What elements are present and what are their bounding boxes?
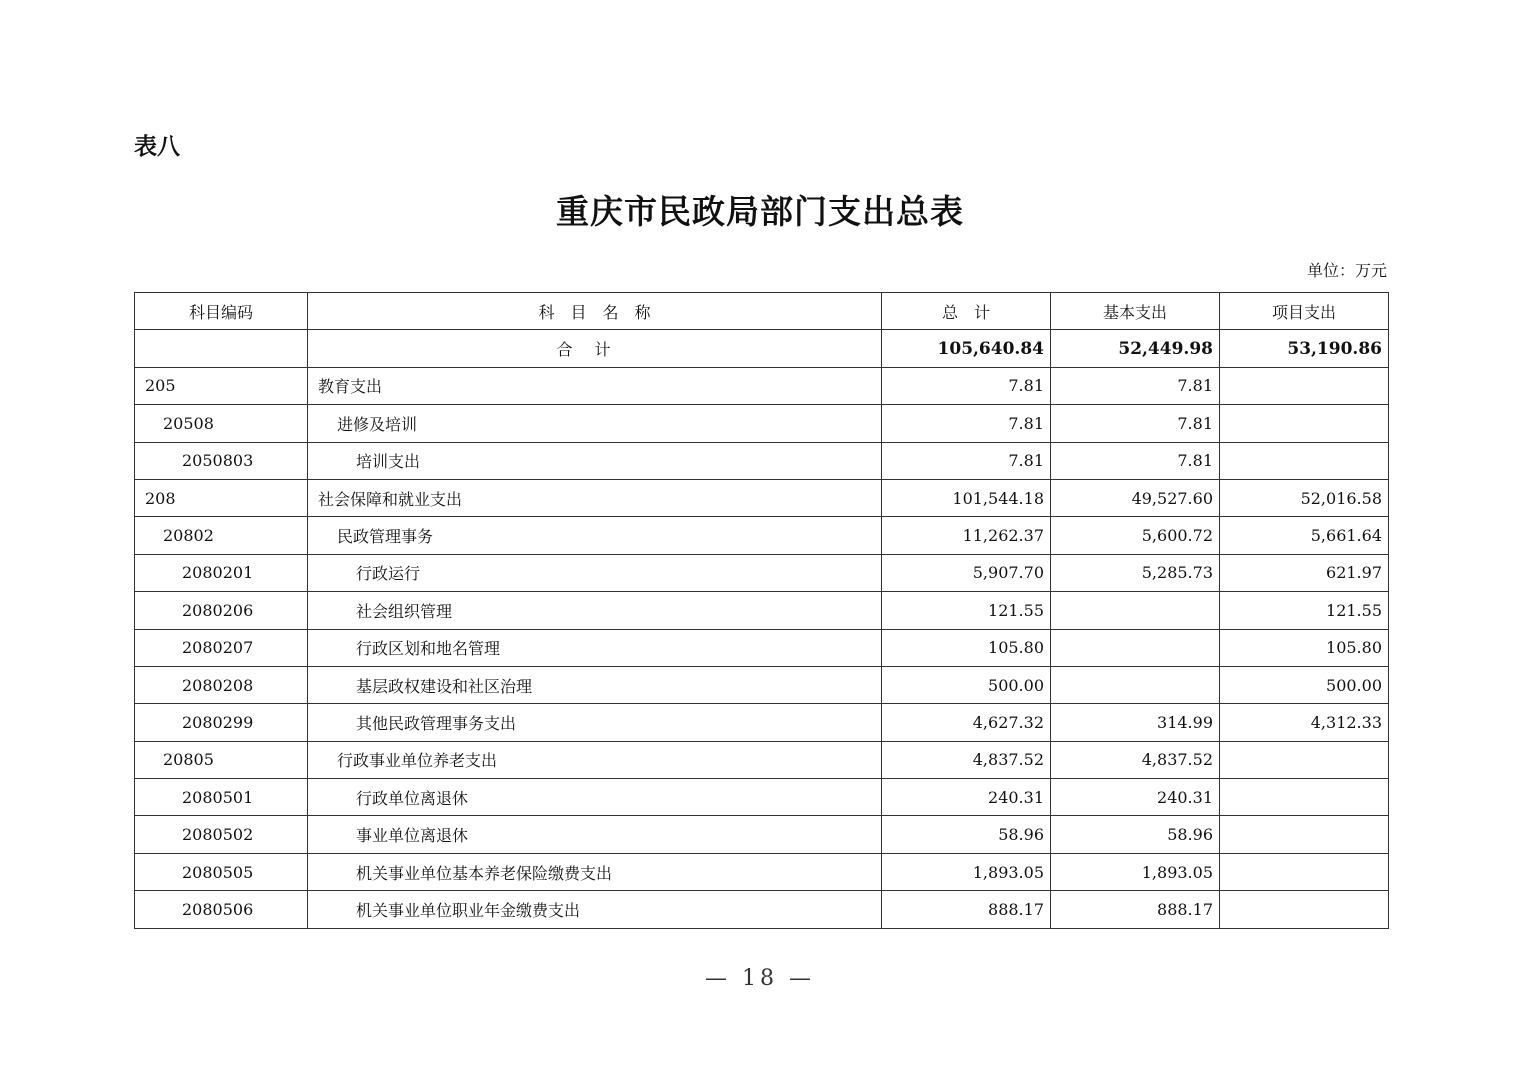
table-row <box>135 779 1389 816</box>
total-name-cell: 合计 <box>308 330 882 367</box>
table-row <box>135 816 1389 853</box>
name-cell: 行政区划和地名管理 <box>308 629 882 666</box>
code-cell: 2080207 <box>135 629 308 666</box>
table-row <box>135 554 1389 591</box>
project-cell: 5,661.64 <box>1220 517 1389 554</box>
name-cell: 基层政权建设和社区治理 <box>308 666 882 703</box>
total-cell: 4,627.32 <box>882 704 1051 741</box>
name-cell: 进修及培训 <box>308 405 882 442</box>
project-cell: 121.55 <box>1220 592 1389 629</box>
table-row <box>135 592 1389 629</box>
name-cell: 社会保障和就业支出 <box>308 479 882 516</box>
total-cell: 888.17 <box>882 891 1051 928</box>
project-cell: 52,016.58 <box>1220 479 1389 516</box>
table-row <box>135 629 1389 666</box>
total-cell: 58.96 <box>882 816 1051 853</box>
basic-cell: 888.17 <box>1051 891 1220 928</box>
total-total-cell: 105,640.84 <box>882 330 1051 367</box>
page-number: — 18 — <box>705 966 815 991</box>
header-name: 科 目 名 称 <box>308 293 882 330</box>
project-cell: 4,312.33 <box>1220 704 1389 741</box>
basic-cell: 7.81 <box>1051 405 1220 442</box>
header-project: 项目支出 <box>1220 293 1389 330</box>
basic-cell <box>1051 629 1220 666</box>
header-total: 总 计 <box>882 293 1051 330</box>
total-code-cell <box>135 330 308 367</box>
basic-cell: 4,837.52 <box>1051 741 1220 778</box>
basic-cell: 58.96 <box>1051 816 1220 853</box>
header-code: 科目编码 <box>135 293 308 330</box>
table-label: 表八 <box>134 134 180 160</box>
name-cell: 社会组织管理 <box>308 592 882 629</box>
total-cell: 7.81 <box>882 442 1051 479</box>
header-row <box>135 293 1389 330</box>
total-cell: 7.81 <box>882 367 1051 404</box>
table-row <box>135 704 1389 741</box>
name-cell: 行政单位离退休 <box>308 779 882 816</box>
basic-cell: 7.81 <box>1051 367 1220 404</box>
name-cell: 机关事业单位基本养老保险缴费支出 <box>308 853 882 890</box>
table-row <box>135 367 1389 404</box>
project-cell <box>1220 442 1389 479</box>
code-cell: 2080502 <box>135 816 308 853</box>
name-cell: 机关事业单位职业年金缴费支出 <box>308 891 882 928</box>
table-row <box>135 442 1389 479</box>
total-project-cell: 53,190.86 <box>1220 330 1389 367</box>
name-cell: 其他民政管理事务支出 <box>308 704 882 741</box>
total-cell: 1,893.05 <box>882 853 1051 890</box>
code-cell: 20508 <box>135 405 308 442</box>
page-title: 重庆市民政局部门支出总表 <box>556 192 964 231</box>
basic-cell: 5,285.73 <box>1051 554 1220 591</box>
code-cell: 2050803 <box>135 442 308 479</box>
name-cell: 行政事业单位养老支出 <box>308 741 882 778</box>
basic-cell: 314.99 <box>1051 704 1220 741</box>
code-cell: 2080201 <box>135 554 308 591</box>
code-cell: 2080505 <box>135 853 308 890</box>
total-cell: 101,544.18 <box>882 479 1051 516</box>
name-cell: 培训支出 <box>308 442 882 479</box>
project-cell <box>1220 816 1389 853</box>
project-cell <box>1220 367 1389 404</box>
total-cell: 5,907.70 <box>882 554 1051 591</box>
table-row <box>135 405 1389 442</box>
project-cell: 500.00 <box>1220 666 1389 703</box>
total-row <box>135 330 1389 367</box>
code-cell: 2080206 <box>135 592 308 629</box>
code-cell: 20805 <box>135 741 308 778</box>
unit-label: 单位：万元 <box>1306 261 1387 280</box>
project-cell <box>1220 853 1389 890</box>
total-cell: 7.81 <box>882 405 1051 442</box>
total-cell: 240.31 <box>882 779 1051 816</box>
basic-cell: 7.81 <box>1051 442 1220 479</box>
table-row <box>135 517 1389 554</box>
code-cell: 2080501 <box>135 779 308 816</box>
basic-cell: 1,893.05 <box>1051 853 1220 890</box>
code-cell: 205 <box>135 367 308 404</box>
code-cell: 2080506 <box>135 891 308 928</box>
table-row <box>135 666 1389 703</box>
name-cell: 事业单位离退休 <box>308 816 882 853</box>
header-basic: 基本支出 <box>1051 293 1220 330</box>
total-cell: 4,837.52 <box>882 741 1051 778</box>
total-cell: 105.80 <box>882 629 1051 666</box>
basic-cell: 49,527.60 <box>1051 479 1220 516</box>
table-row <box>135 479 1389 516</box>
project-cell <box>1220 405 1389 442</box>
total-cell: 121.55 <box>882 592 1051 629</box>
project-cell <box>1220 891 1389 928</box>
basic-cell <box>1051 592 1220 629</box>
total-cell: 11,262.37 <box>882 517 1051 554</box>
code-cell: 20802 <box>135 517 308 554</box>
project-cell: 621.97 <box>1220 554 1389 591</box>
code-cell: 208 <box>135 479 308 516</box>
name-cell: 行政运行 <box>308 554 882 591</box>
name-cell: 民政管理事务 <box>308 517 882 554</box>
expense-table <box>134 292 1389 929</box>
code-cell: 2080208 <box>135 666 308 703</box>
table-row <box>135 741 1389 778</box>
basic-cell: 5,600.72 <box>1051 517 1220 554</box>
table-row <box>135 891 1389 928</box>
project-cell <box>1220 741 1389 778</box>
code-cell: 2080299 <box>135 704 308 741</box>
total-basic-cell: 52,449.98 <box>1051 330 1220 367</box>
name-cell: 教育支出 <box>308 367 882 404</box>
project-cell: 105.80 <box>1220 629 1389 666</box>
project-cell <box>1220 779 1389 816</box>
basic-cell <box>1051 666 1220 703</box>
total-cell: 500.00 <box>882 666 1051 703</box>
table-row <box>135 853 1389 890</box>
basic-cell: 240.31 <box>1051 779 1220 816</box>
